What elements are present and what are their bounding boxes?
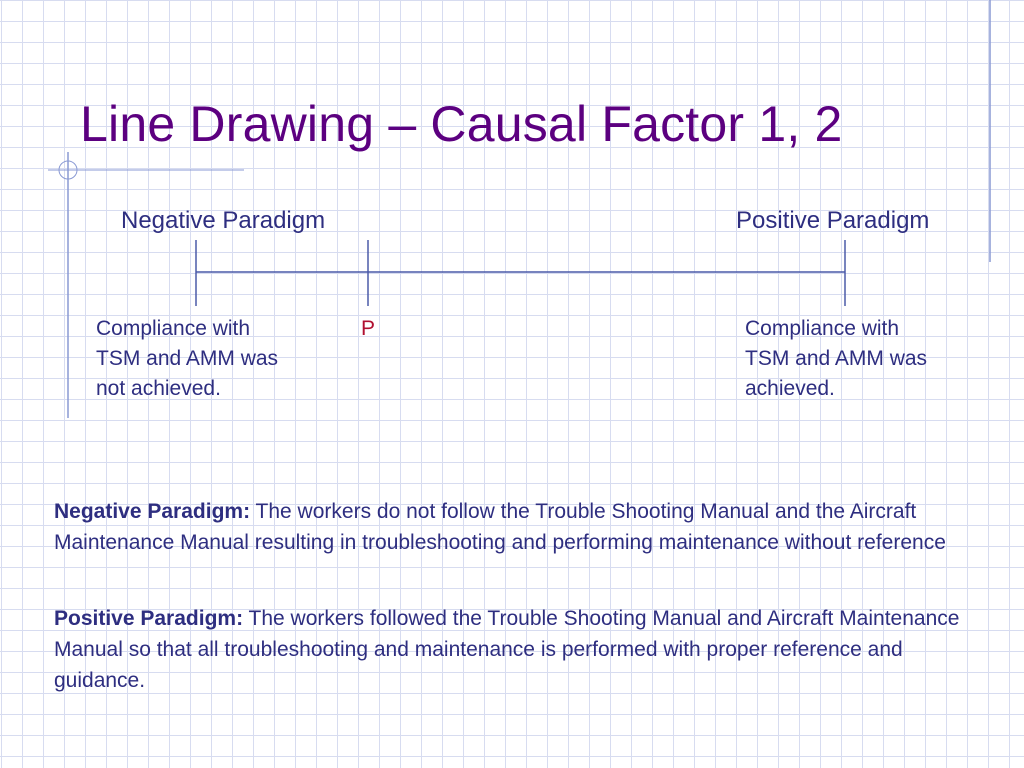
definition-term: Positive Paradigm: — [54, 607, 244, 630]
negative-description-line: Compliance with — [96, 317, 251, 340]
definition-term: Negative Paradigm: — [54, 500, 251, 523]
positive-end-description — [745, 314, 927, 404]
definition-text: The workers followed the Trouble Shooting Manual and Aircraft Maintenance Manual so that all troubleshooting and maintenance is performed with proper reference and guidance. — [54, 607, 960, 692]
positive-paradigm-definition — [54, 603, 989, 696]
negative-end-description — [96, 314, 278, 404]
definition-text: The workers do not follow the Trouble Shooting Manual and the Aircraft Maintenance Manual resulting in troubleshooting and performing maintenance without reference — [54, 500, 946, 554]
positive-description-line: TSM and AMM was — [745, 347, 928, 370]
positive-paradigm-label: Positive Paradigm — [736, 207, 930, 234]
slide-title: Line Drawing – Causal Factor 1, 2 — [80, 96, 843, 152]
negative-description-line: not achieved. — [96, 377, 221, 400]
positive-description-line: achieved. — [745, 377, 835, 400]
position-marker-label: P — [361, 317, 376, 340]
negative-paradigm-definition — [54, 496, 989, 558]
negative-description-line: TSM and AMM was — [96, 347, 279, 370]
positive-description-line: Compliance with — [745, 317, 900, 340]
negative-paradigm-label: Negative Paradigm — [121, 207, 326, 234]
